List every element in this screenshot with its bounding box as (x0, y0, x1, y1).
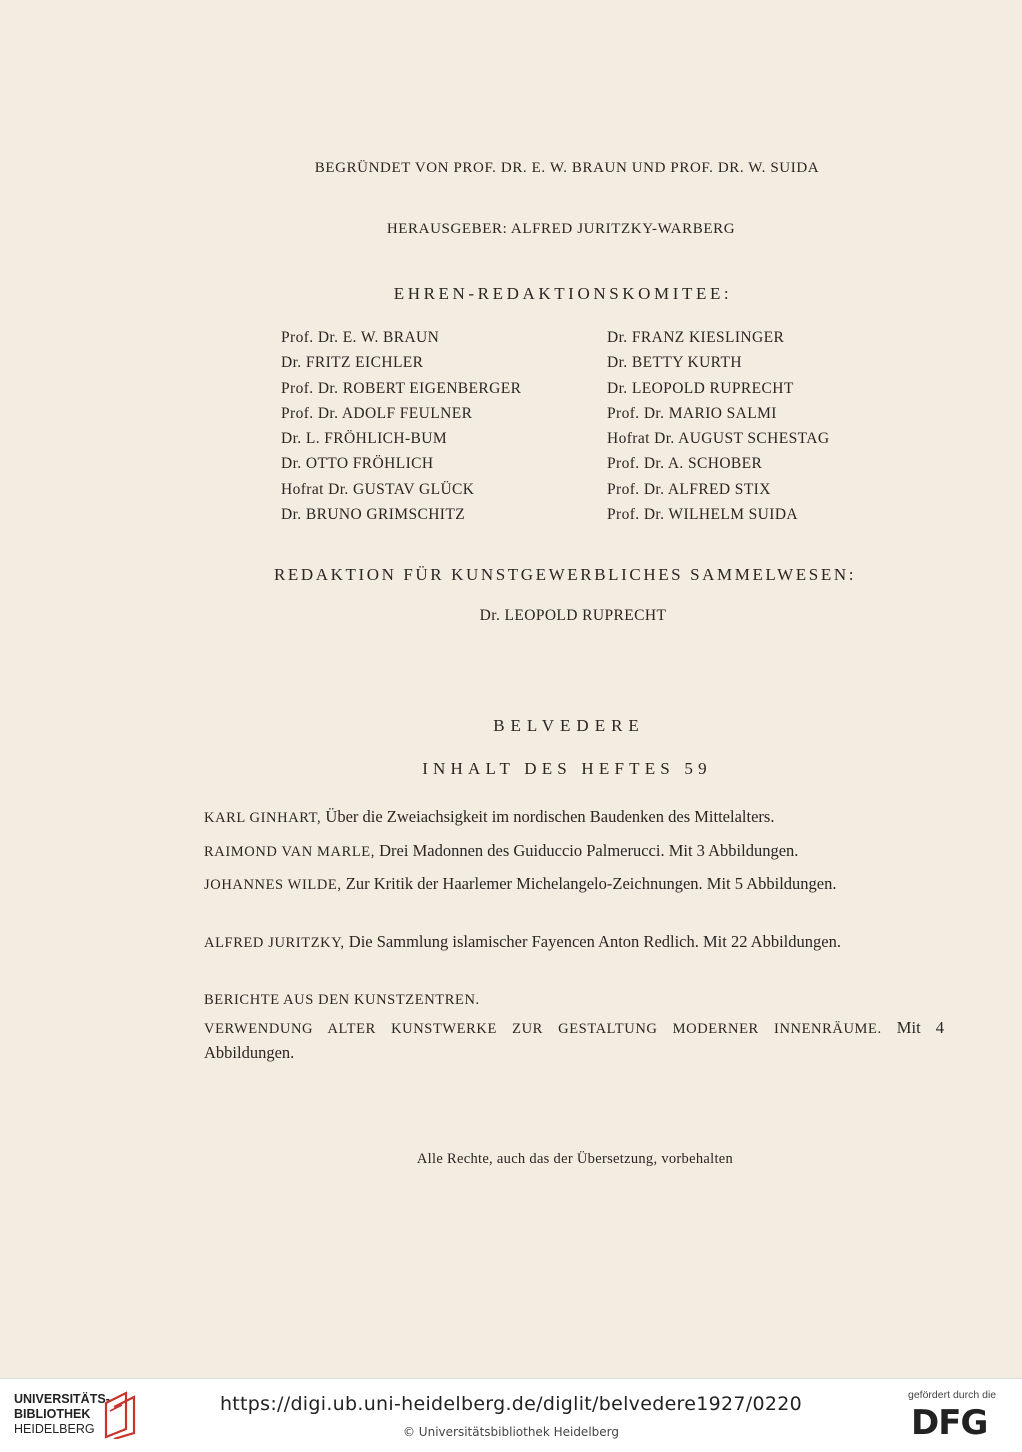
committee-member: Hofrat Dr. AUGUST SCHESTAG (607, 430, 830, 448)
library-name-line: UNIVERSITÄTS- (14, 1392, 110, 1406)
rights-notice: Alle Rechte, auch das der Übersetzung, vorbehalten (416, 1151, 734, 1167)
permalink-url[interactable]: https://digi.ub.uni-heidelberg.de/diglit/belvedere1927/0220 (219, 1393, 803, 1415)
footer-bar (0, 1378, 1022, 1452)
committee-member: Prof. Dr. WILHELM SUIDA (607, 506, 799, 524)
committee-member: Prof. Dr. ADOLF FEULNER (281, 404, 473, 422)
toc-author: JOHANNES WILDE, (204, 877, 342, 893)
toc-title: Zur Kritik der Haarlemer Michelangelo-Zeichnungen. Mit 5 Abbildungen. (341, 874, 837, 893)
committee-right-column (607, 325, 829, 527)
founders-line: BEGRÜNDET VON PROF. DR. E. W. BRAUN UND PROF. DR. W. SUIDA (314, 160, 820, 176)
toc-entry (204, 987, 944, 1012)
committee-member: Dr. BRUNO GRIMSCHITZ (281, 506, 466, 524)
toc-entry (204, 805, 944, 830)
toc-entry (204, 930, 944, 955)
library-name-line: BIBLIOTHEK (14, 1407, 91, 1421)
journal-title: BELVEDERE (493, 716, 645, 735)
toc-author: ALFRED JURITZKY, (204, 935, 345, 951)
publisher-line: HERAUSGEBER: ALFRED JURITZKY-WARBERG (386, 221, 736, 237)
contents-heading: INHALT DES HEFTES 59 (422, 759, 712, 778)
toc-title: Über die Zweiachsigkeit im nordischen Baudenken des Mittelalters. (321, 807, 775, 826)
committee-member: Dr. LEOPOLD RUPRECHT (607, 379, 794, 397)
committee-member: Prof. Dr. ALFRED STIX (607, 480, 771, 498)
toc-title: Drei Madonnen des Guiduccio Palmerucci. Mit 3 Abbildungen. (375, 841, 799, 860)
toc-author: BERICHTE AUS DEN KUNSTZENTREN. (204, 992, 480, 1008)
committee-left-column (281, 325, 521, 527)
committee-member: Hofrat Dr. GUSTAV GLÜCK (281, 480, 475, 498)
committee-member: Dr. OTTO FRÖHLICH (281, 455, 434, 473)
craft-editorial-heading: REDAKTION FÜR KUNSTGEWERBLICHES SAMMELWESEN: (273, 565, 857, 584)
craft-editor-name: Dr. LEOPOLD RUPRECHT (479, 607, 667, 624)
toc-author: RAIMOND VAN MARLE, (204, 844, 375, 860)
copyright-notice: © Universitätsbibliothek Heidelberg (402, 1425, 619, 1439)
committee-member: Dr. FRITZ EICHLER (281, 354, 424, 372)
toc-entry (204, 1016, 944, 1064)
committee-member: Prof. Dr. A. SCHOBER (607, 455, 763, 473)
toc-entry (204, 872, 944, 897)
committee-member: Dr. FRANZ KIESLINGER (607, 329, 785, 346)
funding-note: gefördert durch die (908, 1389, 997, 1401)
toc-title: Mit 4 Abbildungen. (204, 1018, 944, 1062)
committee-member: Dr. L. FRÖHLICH-BUM (281, 430, 448, 448)
committee-member: Prof. Dr. E. W. BRAUN (281, 329, 440, 346)
library-name-line: HEIDELBERG (14, 1422, 95, 1436)
committee-member: Prof. Dr. ROBERT EIGENBERGER (281, 379, 522, 397)
toc-title: Die Sammlung islamischer Fayencen Anton Redlich. Mit 22 Abbildungen. (344, 932, 841, 951)
committee-member: Prof. Dr. MARIO SALMI (607, 404, 777, 422)
dfg-logo[interactable]: DFG (911, 1403, 988, 1443)
toc-author: VERWENDUNG ALTER KUNSTWERKE ZUR GESTALTUNG MODERNER INNENRÄUME. (204, 1021, 882, 1037)
toc-author: KARL GINHART, (204, 810, 322, 826)
committee-member: Dr. BETTY KURTH (607, 354, 742, 372)
toc-entry (204, 839, 944, 864)
committee-heading: EHREN-REDAKTIONSKOMITEE: (393, 284, 733, 303)
